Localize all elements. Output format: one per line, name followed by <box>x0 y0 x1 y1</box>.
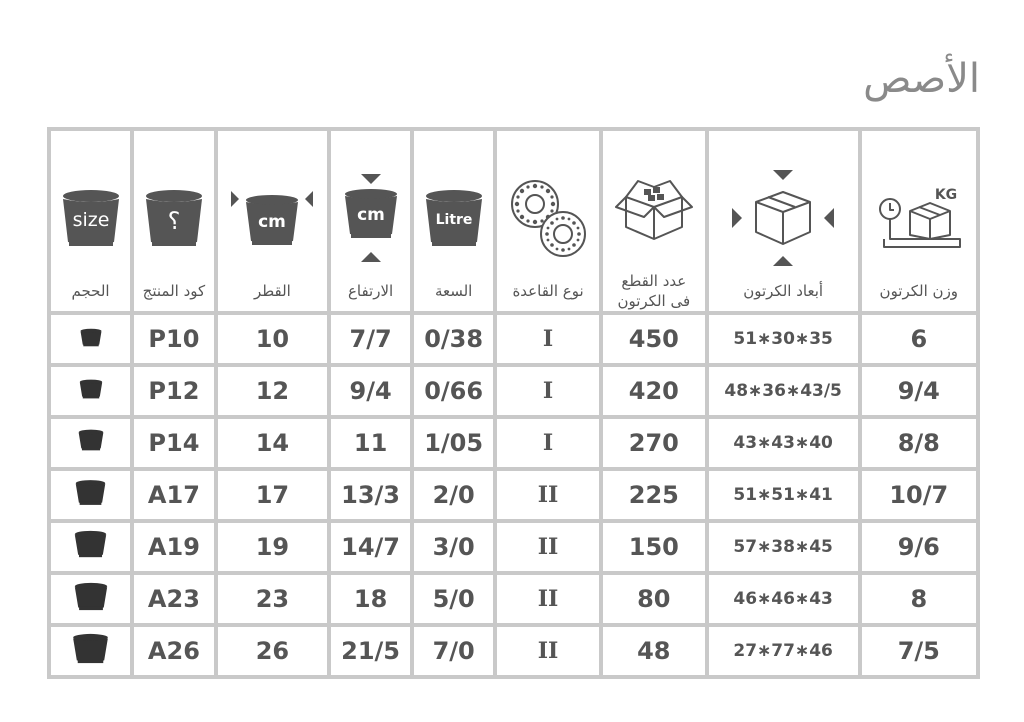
height-cell: 7/7 <box>329 313 412 365</box>
code-icon-text: ؟ <box>167 207 181 235</box>
base-cell: I <box>495 365 601 417</box>
size-icon-text: size <box>72 209 109 231</box>
code-cell: A17 <box>132 469 216 521</box>
capacity-icon-text: Litre <box>435 212 473 228</box>
size-cell <box>49 573 132 625</box>
count-cell: 420 <box>601 365 707 417</box>
count-cell: 225 <box>601 469 707 521</box>
count-cell: 150 <box>601 521 707 573</box>
height-icon-text: cm <box>356 205 385 225</box>
weight-header <box>860 129 978 313</box>
table-row <box>49 469 978 521</box>
pot-icon <box>74 582 108 611</box>
code-cell: P14 <box>132 417 216 469</box>
weight-cell: 6 <box>860 313 978 365</box>
pot-icon <box>72 633 109 664</box>
count-header <box>601 129 707 313</box>
base-cell: II <box>495 469 601 521</box>
scale-box-icon <box>874 183 964 253</box>
capacity-cell: 5/0 <box>412 573 495 625</box>
diameter-cell: 17 <box>216 469 329 521</box>
count-label-2: فى الكرتون <box>617 292 691 310</box>
count-cell: 450 <box>601 313 707 365</box>
capacity-cell: 2/0 <box>412 469 495 521</box>
capacity-cell: 7/0 <box>412 625 495 677</box>
height-cell: 9/4 <box>329 365 412 417</box>
pot-icon <box>80 328 102 347</box>
weight-cell: 10/7 <box>860 469 978 521</box>
pot-height-icon <box>340 172 402 264</box>
pot-diameter-icon <box>229 187 315 249</box>
diameter-cell: 14 <box>216 417 329 469</box>
diameter-cell: 10 <box>216 313 329 365</box>
pot-icon <box>74 530 107 558</box>
weight-cell: 8 <box>860 573 978 625</box>
height-header <box>329 129 412 313</box>
capacity-cell: 3/0 <box>412 521 495 573</box>
size-cell <box>49 365 132 417</box>
diameter-label: القطر <box>253 282 291 300</box>
code-cell: A26 <box>132 625 216 677</box>
code-header <box>132 129 216 313</box>
count-label-1: عدد القطع <box>621 272 687 290</box>
base-cell: II <box>495 573 601 625</box>
pot-icon <box>78 429 104 451</box>
size-cell <box>49 417 132 469</box>
pot-size-icon <box>60 187 122 249</box>
diameter-cell: 19 <box>216 521 329 573</box>
code-cell: P10 <box>132 313 216 365</box>
size-label: الحجم <box>71 282 110 300</box>
capacity-cell: 0/38 <box>412 313 495 365</box>
dims-cell: 43∗43∗40 <box>707 417 860 469</box>
dims-label: أبعاد الكرتون <box>743 282 824 300</box>
table-row <box>49 625 978 677</box>
height-cell: 13/3 <box>329 469 412 521</box>
base-label: نوع القاعدة <box>512 282 584 300</box>
code-label: كود المنتج <box>142 282 206 300</box>
table-row <box>49 417 978 469</box>
page-title: الأصص <box>863 56 980 102</box>
table-header-row <box>49 129 978 313</box>
diameter-header <box>216 129 329 313</box>
weight-cell: 9/4 <box>860 365 978 417</box>
code-cell: A19 <box>132 521 216 573</box>
dims-cell: 48∗36∗43/5 <box>707 365 860 417</box>
dims-cell: 57∗38∗45 <box>707 521 860 573</box>
pot-question-icon <box>143 187 205 249</box>
capacity-label: السعة <box>434 282 473 300</box>
height-cell: 14/7 <box>329 521 412 573</box>
code-cell: A23 <box>132 573 216 625</box>
box-dimensions-icon <box>728 168 838 268</box>
table-row <box>49 573 978 625</box>
capacity-header <box>412 129 495 313</box>
count-cell: 270 <box>601 417 707 469</box>
base-cell: II <box>495 521 601 573</box>
base-cell: I <box>495 417 601 469</box>
weight-icon-text: KG <box>934 187 957 203</box>
dims-cell: 51∗30∗35 <box>707 313 860 365</box>
count-cell: 80 <box>601 573 707 625</box>
base-cell: II <box>495 625 601 677</box>
weight-cell: 7/5 <box>860 625 978 677</box>
diameter-icon-text: cm <box>258 212 287 232</box>
dims-cell: 27∗77∗46 <box>707 625 860 677</box>
size-cell <box>49 625 132 677</box>
count-cell: 48 <box>601 625 707 677</box>
dims-cell: 51∗51∗41 <box>707 469 860 521</box>
size-cell <box>49 521 132 573</box>
diameter-cell: 23 <box>216 573 329 625</box>
height-label: الارتفاع <box>347 282 394 300</box>
size-cell <box>49 313 132 365</box>
table-row <box>49 521 978 573</box>
code-cell: P12 <box>132 365 216 417</box>
diameter-cell: 26 <box>216 625 329 677</box>
dims-header <box>707 129 860 313</box>
dims-cell: 46∗46∗43 <box>707 573 860 625</box>
height-cell: 18 <box>329 573 412 625</box>
capacity-cell: 1/05 <box>412 417 495 469</box>
table-row <box>49 313 978 365</box>
height-cell: 21/5 <box>329 625 412 677</box>
diameter-cell: 12 <box>216 365 329 417</box>
pot-icon <box>75 479 106 506</box>
weight-cell: 9/6 <box>860 521 978 573</box>
open-box-icon <box>614 173 694 243</box>
pot-litre-icon <box>423 187 485 249</box>
base-cell: I <box>495 313 601 365</box>
table-row <box>49 365 978 417</box>
pots-spec-table <box>47 127 980 679</box>
pot-icon <box>79 379 103 399</box>
weight-label: وزن الكرتون <box>879 282 959 300</box>
height-cell: 11 <box>329 417 412 469</box>
pot-base-icon <box>508 178 588 258</box>
capacity-cell: 0/66 <box>412 365 495 417</box>
size-header <box>49 129 132 313</box>
size-cell <box>49 469 132 521</box>
weight-cell: 8/8 <box>860 417 978 469</box>
base-header <box>495 129 601 313</box>
